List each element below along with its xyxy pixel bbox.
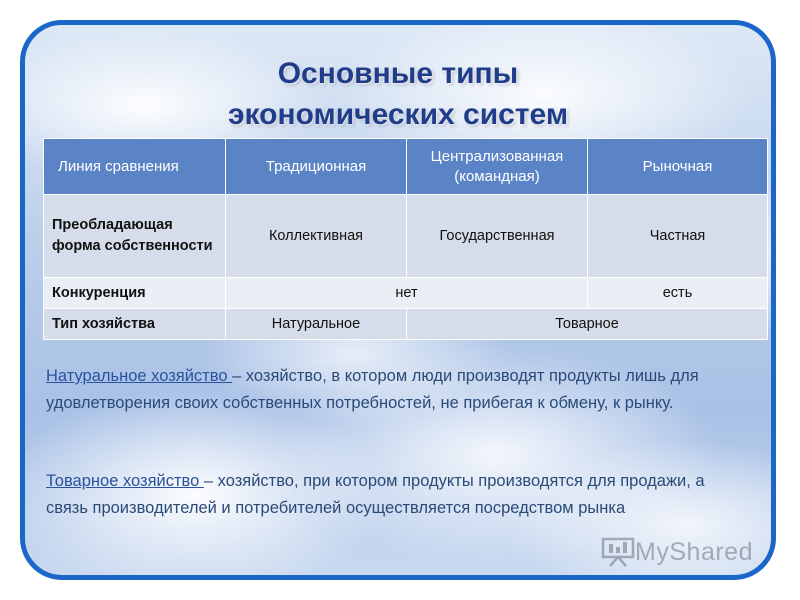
cell-competition-traditional-centralized: нет xyxy=(226,278,588,309)
table-row xyxy=(44,278,768,309)
header-centralized: Централизованная (командная) xyxy=(407,139,588,195)
watermark xyxy=(601,537,753,567)
cell-ownership-market: Частная xyxy=(588,195,768,278)
table-header-row xyxy=(44,139,768,195)
row-label-ownership: Преобладающая форма собственности xyxy=(44,195,226,278)
title-line-1: Основные типы xyxy=(277,57,519,90)
table-row xyxy=(44,309,768,340)
slide-title xyxy=(25,53,771,135)
row-label-economy-type: Тип хозяйства xyxy=(44,309,226,340)
cell-ownership-centralized: Государственная xyxy=(407,195,588,278)
slide-frame xyxy=(20,20,776,580)
header-comparison-line: Линия сравнения xyxy=(44,139,226,195)
definition-text-commodity: – хозяйство, при котором продукты производятся для продажи, а связь производителей и потребителей осуществляется посредством рынка xyxy=(46,472,705,517)
cell-economy-centralized-market: Товарное xyxy=(407,309,768,340)
table-row xyxy=(44,195,768,278)
definition-text-natural: – хозяйство, в котором люди производят продукты лишь для удовлетворения своих собственных потребностей, не прибегая к обмену, к рынку. xyxy=(46,367,699,412)
term-commodity-economy: Товарное хозяйство xyxy=(46,472,204,490)
row-label-competition: Конкуренция xyxy=(44,278,226,309)
title-line-2: экономических систем xyxy=(227,98,569,131)
cell-economy-traditional: Натуральное xyxy=(226,309,407,340)
comparison-table xyxy=(43,138,768,340)
term-natural-economy: Натуральное хозяйство xyxy=(46,367,233,385)
header-traditional: Традиционная xyxy=(226,139,407,195)
cell-competition-market: есть xyxy=(588,278,768,309)
definition-commodity-economy xyxy=(46,468,746,522)
header-market: Рыночная xyxy=(588,139,768,195)
cell-ownership-traditional: Коллективная xyxy=(226,195,407,278)
definition-natural-economy xyxy=(46,363,746,417)
presentation-icon xyxy=(601,537,635,567)
watermark-text: MyShared xyxy=(635,537,753,566)
